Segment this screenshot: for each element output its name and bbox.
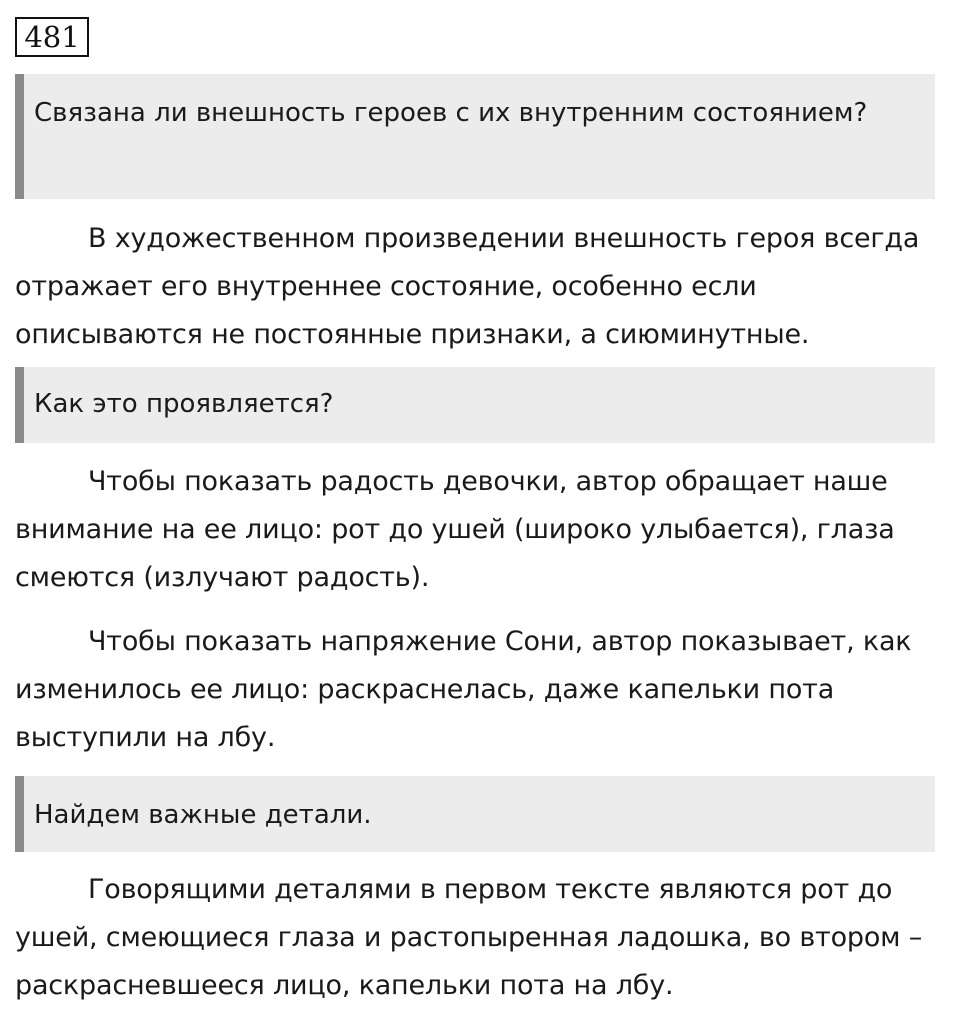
answer-paragraph-4: Говорящими деталями в первом тексте являются рот до ушей, смеющиеся глаза и растопыренная ладошка, во втором – раскрасневшееся лицо, капельки пота на лбу.: [15, 874, 922, 1001]
task-number-box: 481: [15, 17, 89, 57]
answer-paragraph-3: Чтобы показать напряжение Сони, автор показывает, как изменилось ее лицо: раскраснелась, даже капельки пота выступили на лбу.: [15, 626, 912, 753]
question-heading-2: Как это проявляется?: [15, 367, 935, 443]
question-heading-1: Связана ли внешность героев с их внутренним состоянием?: [15, 74, 935, 199]
answer-paragraph-1: В художественном произведении внешность героя всегда отражает его внутреннее состояние, особенно если описываются не постоянные признаки, а сиюминутные.: [15, 223, 920, 350]
answer-paragraph-2: Чтобы показать радость девочки, автор обращает наше внимание на ее лицо: рот до ушей (широко улыбается), глаза смеются (излучают радость).: [15, 466, 895, 593]
question-heading-3: Найдем важные детали.: [15, 776, 935, 852]
